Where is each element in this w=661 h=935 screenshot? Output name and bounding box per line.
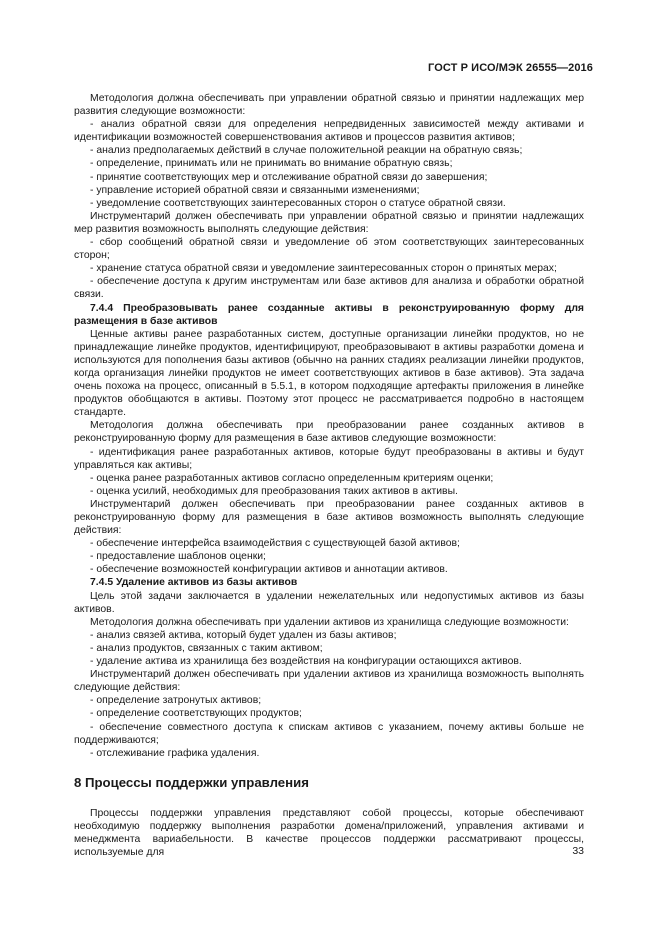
list-item: - анализ предполагаемых действий в случае положительной реакции на обратную связь; — [90, 145, 523, 157]
subsection-heading: 7.4.4 Преобразовывать ранее созданные активы в реконструированную форму для размещения в базе активов — [74, 302, 584, 327]
list-item: - сбор сообщений обратной связи и уведомление об этом соответствующих заинтересованных сторон; — [74, 237, 584, 262]
list-item: - предоставление шаблонов оценки; — [90, 551, 266, 563]
list-item: - идентификация ранее разработанных активов, которые будут преобразованы в активы и будут управляться как активы; — [74, 446, 584, 471]
list-item: - анализ продуктов, связанных с таким активом; — [90, 642, 323, 654]
paragraph: Методология должна обеспечивать при преобразовании ранее созданных активов в реконструированную форму для размещения в базе активов следующие возможности: — [74, 420, 584, 445]
list-item: - оценка ранее разработанных активов согласно определенным критериям оценки; — [90, 472, 494, 484]
section-heading: 8 Процессы поддержки управления — [74, 774, 309, 790]
paragraph: Цель этой задачи заключается в удалении нежелательных или недопустимых активов из базы активов. — [74, 590, 584, 615]
list-item: - уведомление соответствующих заинтересованных сторон о статусе обратной связи. — [90, 197, 506, 209]
subsection-heading: 7.4.5 Удаление активов из базы активов — [90, 577, 298, 589]
list-item: - определение, принимать или не принимать во внимание обратную связь; — [90, 158, 453, 170]
paragraph: Инструментарий должен обеспечивать при преобразовании ранее созданных активов в реконструированную форму для размещения в базе активов возможность выполнять следующие действия: — [74, 498, 584, 537]
list-item: - анализ связей актива, который будет удален из базы активов; — [90, 629, 397, 641]
document-code-header: ГОСТ Р ИСО/МЭК 26555—2016 — [428, 62, 593, 74]
list-item: - обеспечение интерфейса взаимодействия с существующей базой активов; — [90, 538, 460, 550]
list-item: - определение соответствующих продуктов; — [90, 708, 302, 720]
list-item: - управление историей обратной связи и связанными изменениями; — [90, 184, 420, 196]
page-number: 33 — [572, 845, 584, 857]
list-item: - хранение статуса обратной связи и уведомление заинтересованных сторон о принятых мерах; — [90, 263, 557, 275]
list-item: - удаление актива из хранилища без воздействия на конфигурации остающихся активов. — [90, 656, 522, 668]
paragraph: Инструментарий должен обеспечивать при управлении обратной связью и принятии надлежащих мер развития возможность выполнять следующие действия: — [74, 210, 584, 235]
list-item: - оценка усилий, необходимых для преобразования таких активов в активы. — [90, 485, 458, 497]
paragraph: Ценные активы ранее разработанных систем, доступные организации линейки продуктов, но не принадлежащие линейке продуктов, идентифицируют, преобразовывают в активы разработки домена и используются для пополнения базы активов (обычно на ранних стадиях реализации линейки продуктов, когда организация линейки продуктов не имеет соответствующих активов в базе активов). Эта задача очень похожа на процесс, описанный в 5.5.1, в котором подходящие артефакты приложения в линейке продуктов обобщаются в активы. Поэтому этот процесс не рассматривается подробно в настоящем стандарте. — [74, 328, 584, 419]
list-item: - обеспечение совместного доступа к спискам активов с указанием, почему активы больше не поддерживаются; — [74, 721, 584, 746]
list-item: - обеспечение доступа к другим инструментам или базе активов для анализа и обработки обратной связи. — [74, 276, 584, 301]
paragraph: Процессы поддержки управления представляют собой процессы, которые обеспечивают необходимую поддержку выполнения разработки домена/приложений, управления активами и менеджмента вариабельности. В качестве процессов поддержки рассматривают процессы, используемые для — [74, 807, 584, 859]
page-body — [74, 92, 584, 859]
list-item: - принятие соответствующих мер и отслеживание обратной связи до завершения; — [90, 171, 488, 183]
list-item: - обеспечение возможностей конфигурации активов и аннотации активов. — [90, 564, 448, 576]
list-item: - анализ обратной связи для определения непредвиденных зависимостей между активами и идентификации возможностей совершенствования активов и процессов развития активов; — [74, 119, 584, 144]
list-item: - отслеживание графика удаления. — [90, 747, 260, 759]
paragraph: Инструментарий должен обеспечивать при удалении активов из хранилища возможность выполнять следующие действия: — [74, 669, 584, 694]
paragraph: Методология должна обеспечивать при удалении активов из хранилища следующие возможности: — [90, 616, 569, 628]
list-item: - определение затронутых активов; — [90, 695, 262, 707]
paragraph: Методология должна обеспечивать при управлении обратной связью и принятии надлежащих мер развития следующие возможности: — [74, 93, 584, 118]
